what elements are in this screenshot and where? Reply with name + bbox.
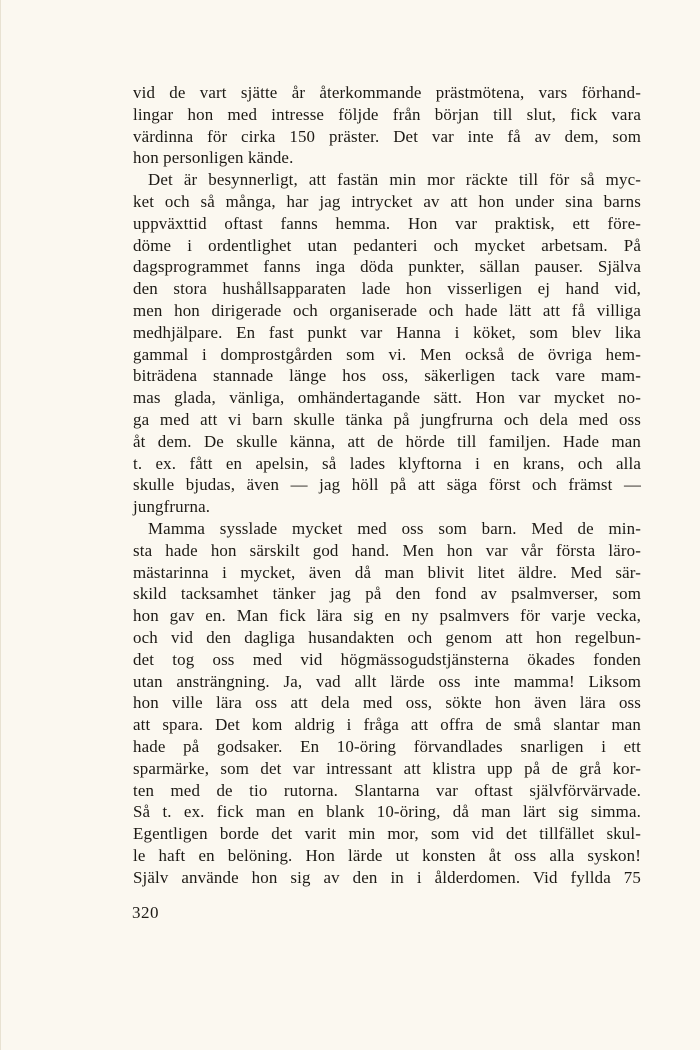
text-line: skulle bjudas, även — jag höll på att säga först och främst — (133, 475, 641, 495)
text-line: hade på godsaker. En 10-öring förvandlades snarligen i ett (133, 736, 641, 756)
page-number: 320 (132, 903, 159, 922)
text-line: den stora hushållsapparaten lade hon visserligen ej hand vid, (133, 279, 641, 299)
text-line: att spara. Det kom aldrig i fråga att offra de små slantar man (133, 715, 641, 735)
text-line: utan ansträngning. Ja, vad allt lärde oss inte mamma! Liksom (133, 671, 641, 691)
text-line: det tog oss med vid högmässogudstjänsterna ökades fonden (133, 649, 641, 669)
text-line: hon gav en. Man fick lära sig en ny psalmvers för varje vecka, (133, 606, 641, 626)
text-line: döme i ordentlighet utan pedanteri och mycket arbetsam. På (133, 235, 641, 255)
text-line: och vid den dagliga husandakten och genom att hon regelbun- (133, 627, 641, 647)
text-line: le haft en belöning. Hon lärde ut konsten åt oss alla syskon! (133, 845, 641, 865)
text-line: skild tacksamhet tänker jag på den fond av psalmverser, som (133, 584, 641, 604)
text-line: hon personligen kände. (133, 148, 294, 168)
text-line: vid de vart sjätte år återkommande prästmötena, vars förhand- (133, 83, 641, 102)
text-line: åt dem. De skulle känna, att de hörde till familjen. Hade man (133, 431, 641, 451)
text-line: ket och så många, har jag intrycket av att hon under sina barns (133, 191, 641, 211)
text-line: lingar hon med intresse följde från början till slut, fick vara (133, 104, 641, 124)
text-line: ga med att vi barn skulle tänka på jungfrurna och dela med oss (133, 409, 641, 429)
text-line: hon ville lära oss att dela med oss, sökte hon även lära oss (133, 693, 641, 713)
text-line: Det är besynnerligt, att fastän min mor räckte till för så myc- (148, 170, 641, 190)
text-line: ten med de tio rutorna. Slantarna var oftast självförvärvade. (133, 780, 641, 800)
text-line: medhjälpare. En fast punkt var Hanna i köket, som blev lika (133, 322, 641, 342)
text-line: biträdena stannade länge hos oss, säkerligen tack vare mam- (133, 366, 641, 386)
body-text (133, 82, 641, 888)
text-line: sta hade hon särskilt god hand. Men hon var vår första läro- (133, 540, 641, 560)
text-line: mas glada, vänliga, omhändertagande sätt. Hon var mycket no- (133, 388, 641, 408)
text-line: jungfrurna. (133, 497, 211, 517)
text-line: dagsprogrammet fanns inga döda punkter, sällan pauser. Själva (133, 257, 641, 277)
text-line: värdinna för cirka 150 präster. Det var inte få av dem, som (133, 126, 641, 146)
text-line: Mamma sysslade mycket med oss som barn. Med de min- (148, 518, 641, 538)
text-line: men hon dirigerade och organiserade och hade lätt att få villiga (133, 300, 641, 320)
text-line: sparmärke, som det var intressant att klistra upp på de grå kor- (133, 758, 641, 778)
text-line: mästarinna i mycket, även då man blivit litet äldre. Med sär- (133, 562, 641, 582)
text-line: Själv använde hon sig av den in i ålderdomen. Vid fyllda 75 (133, 867, 641, 887)
text-line: t. ex. fått en apelsin, så lades klyftorna i en krans, och alla (133, 453, 641, 473)
text-line: uppväxttid oftast fanns hemma. Hon var praktisk, ett före- (133, 213, 641, 233)
text-line: gammal i domprostgården som vi. Men också de övriga hem- (133, 344, 641, 364)
text-line: Egentligen borde det varit min mor, som vid det tillfället skul- (133, 824, 641, 844)
text-line: Så t. ex. fick man en blank 10-öring, då man lärt sig simma. (133, 802, 641, 822)
